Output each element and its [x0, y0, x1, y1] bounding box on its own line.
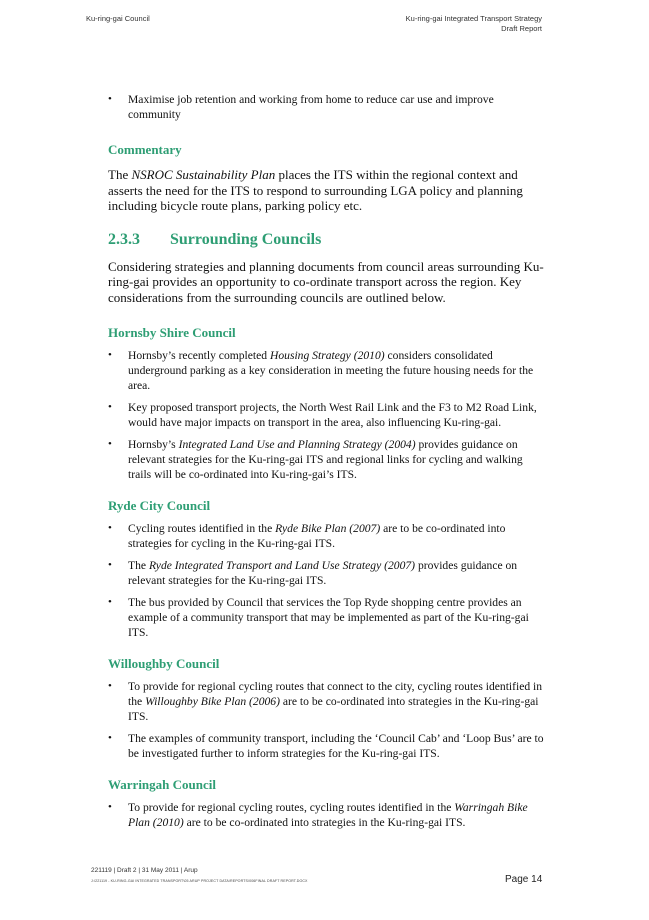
list-item [108, 731, 548, 761]
willoughby-bullet-list [108, 679, 548, 761]
document-title-italic: Ryde Integrated Transport and Land Use Strategy (2007) [148, 559, 416, 572]
text-run: The examples of community transport, including the ‘Council Cab’ and ‘Loop Bus’ are to be investigated further to inform strategies for the Ku-ring-gai ITS. [128, 732, 544, 760]
section-title: Surrounding Councils [170, 230, 322, 248]
council-heading-warringah: Warringah Council [108, 777, 216, 792]
footer-file-path: J:\221119 - KU-RING-GAI INTEGRATED TRANSPORT\05 ARUP PROJECT DATA\REPORTS\006FINAL DRAFT REPORT.DOCX [91, 879, 308, 883]
page-content [108, 92, 548, 837]
list-item [108, 400, 548, 430]
text-run: To provide for regional cycling routes, cycling routes identified in the [128, 801, 455, 814]
text-run: To provide for regional cycling routes that connect to the city, cycling routes identified in the [128, 680, 543, 708]
council-heading-willoughby: Willoughby Council [108, 656, 220, 671]
commentary-heading: Commentary [108, 142, 182, 157]
text-run: Key proposed transport projects, the North West Rail Link and the F3 to M2 Road Link, would have major impacts on transport in the area, also influencing Ku-ring-gai. [128, 401, 537, 429]
text-run: are to be co-ordinated into strategies in the Ku-ring-gai ITS. [128, 695, 539, 723]
council-heading-hornsby: Hornsby Shire Council [108, 325, 236, 340]
text-run: places the ITS within the regional context and asserts the need for the ITS to respond to surrounding LGA policy and planning including bicycle route plans, parking policy etc. [108, 167, 523, 213]
header-organisation: Ku-ring-gai Council [86, 14, 150, 23]
section-heading [108, 231, 548, 249]
header-subtitle-line: Draft Report [501, 24, 542, 33]
text-run: The bus provided by Council that services the Top Ryde shopping centre provides an example of a community transport that may be implemented as part of the Ku-ring-gai ITS. [128, 596, 529, 639]
footer-document-info: 221119 | Draft 2 | 31 May 2011 | Arup [91, 867, 198, 874]
document-title-italic: NSROC Sustainability Plan [131, 167, 276, 182]
hornsby-bullet-list [108, 348, 548, 482]
text-run: provides guidance on relevant strategies for the Ku-ring-gai ITS and regional links for cycling and walking trails will be co-ordinated into Ku-ring-gai’s ITS. [128, 438, 523, 481]
header-title-line: Ku-ring-gai Integrated Transport Strategy [405, 14, 542, 23]
text-run: Cycling routes identified in the [128, 522, 276, 535]
list-item [108, 348, 548, 393]
list-item [108, 595, 548, 640]
header-document-title [406, 14, 542, 34]
text-run: Hornsby’s [128, 438, 179, 451]
section-intro-paragraph: Considering strategies and planning documents from council areas surrounding Ku-ring-gai provides an opportunity to co-ordinate transport across the region. Key considerations from the surrounding councils are outlined below. [108, 258, 544, 305]
text-run: are to be co-ordinated into strategies for cycling in the Ku-ring-gai ITS. [128, 522, 506, 550]
page-number: Page 14 [505, 874, 543, 885]
document-title-italic: Warringah Bike Plan (2010) [128, 801, 528, 829]
commentary-paragraph [108, 167, 548, 214]
list-item [108, 558, 548, 588]
document-title-italic: Willoughby Bike Plan (2006) [145, 695, 280, 708]
list-item [108, 437, 548, 482]
section-number: 2.3.3 [108, 230, 140, 248]
list-item [108, 800, 548, 830]
document-title-italic: Housing Strategy (2010) [269, 349, 385, 362]
text-run: are to be co-ordinated into strategies in the Ku-ring-gai ITS. [183, 816, 466, 829]
document-title-italic: Ryde Bike Plan (2007) [275, 522, 381, 535]
list-item [108, 521, 548, 551]
list-item: • Maximise job retention and working from home to reduce car use and improve community [108, 92, 548, 122]
text-run: The [108, 167, 132, 182]
council-heading-ryde: Ryde City Council [108, 498, 211, 513]
ryde-bullet-list [108, 521, 548, 640]
text-run: Hornsby’s recently completed [128, 349, 270, 362]
document-title-italic: Integrated Land Use and Planning Strategy (2004) [178, 438, 416, 451]
text-run: considers consolidated underground parking as a key consideration in meeting the future housing needs for the area. [128, 349, 534, 392]
warringah-bullet-list [108, 800, 548, 830]
text-run: provides guidance on relevant strategies for the Ku-ring-gai ITS. [128, 559, 518, 587]
list-item [108, 679, 548, 724]
text-run: The [128, 559, 149, 572]
intro-bullet-list [108, 92, 548, 122]
